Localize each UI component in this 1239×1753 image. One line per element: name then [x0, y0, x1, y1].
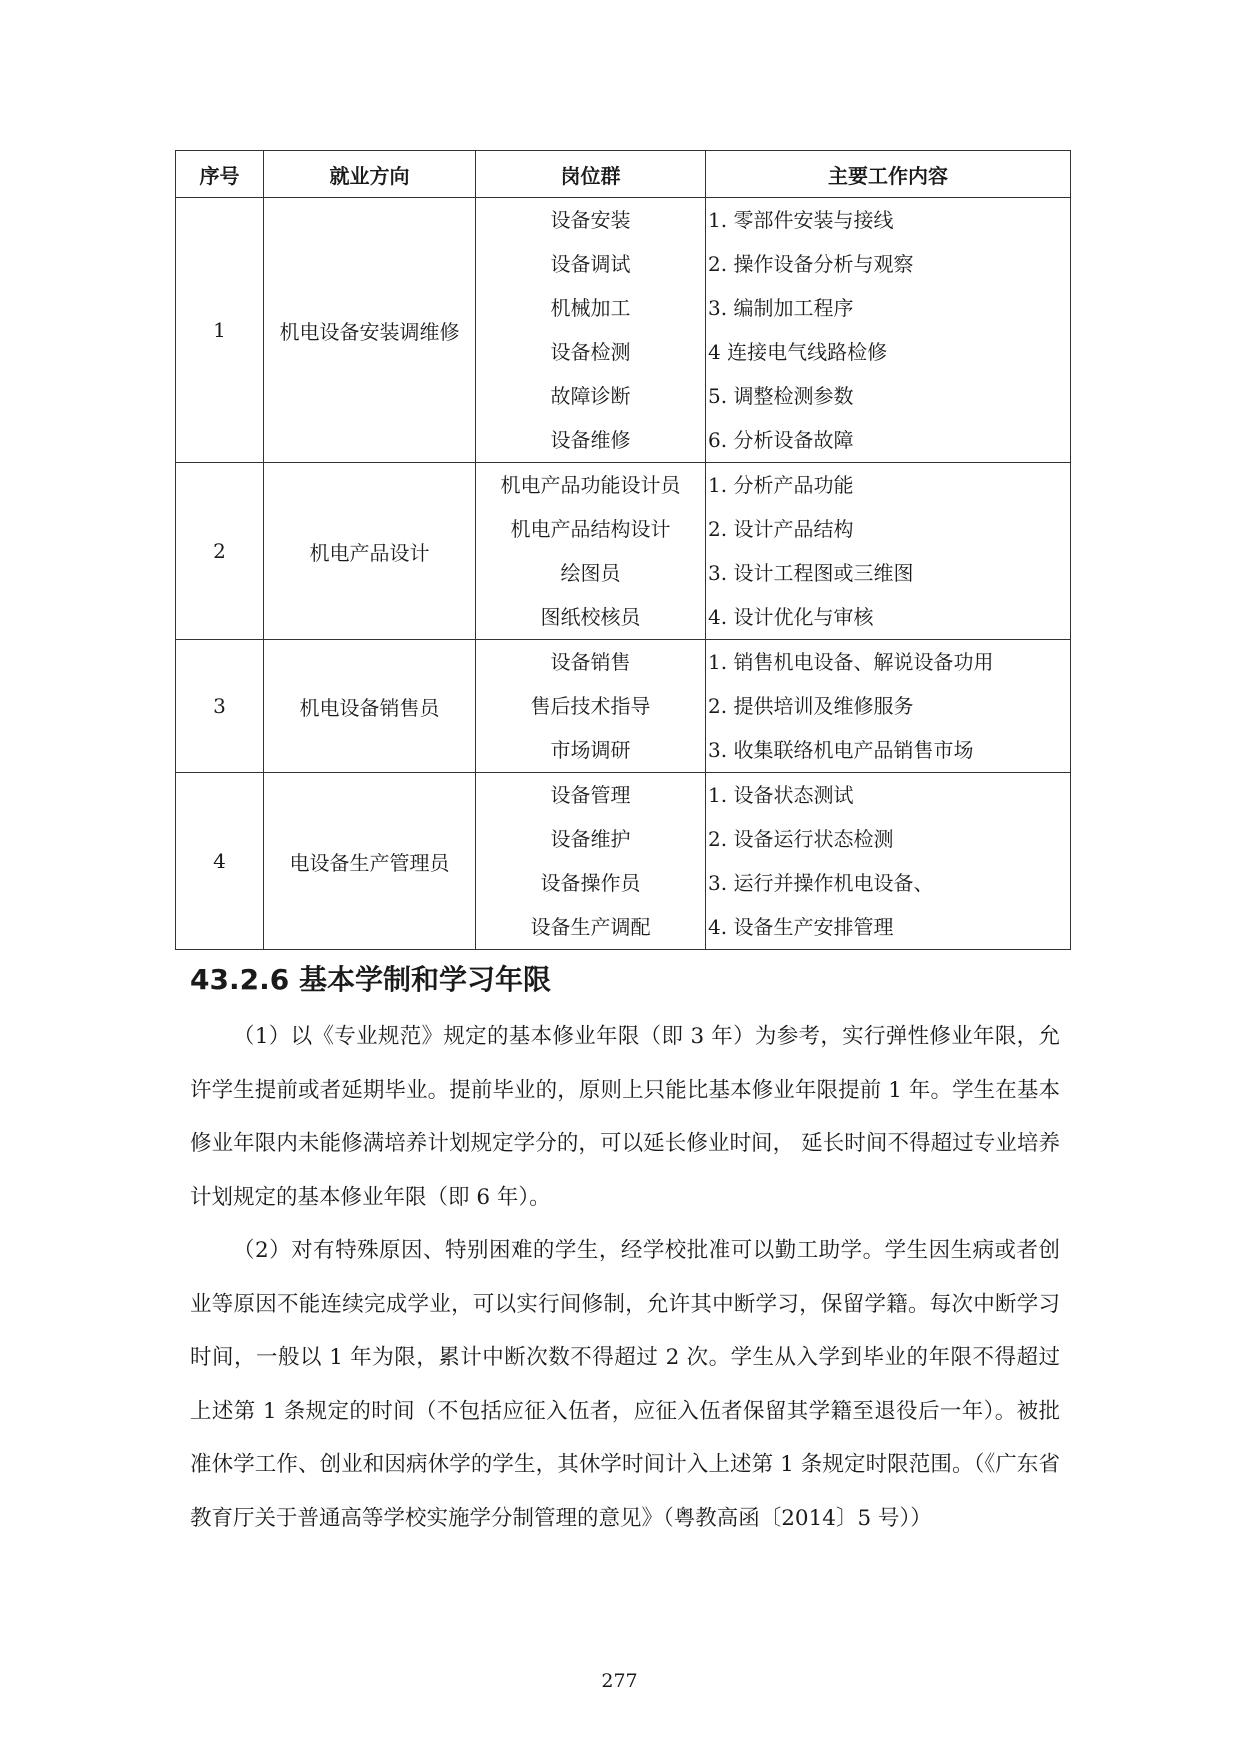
position-group-cell — [476, 463, 706, 640]
position-group-cell — [476, 640, 706, 773]
table-header-row — [176, 151, 1071, 198]
work-content-item: 2. 设备运行状态检测 — [708, 827, 894, 851]
page-number: 277 — [601, 1670, 638, 1692]
table-row — [176, 198, 1071, 463]
table-body — [176, 198, 1071, 950]
section-body — [190, 1010, 1060, 1545]
position-item: 图纸校核员 — [540, 605, 641, 629]
work-content-item: 2. 操作设备分析与观察 — [708, 252, 914, 276]
position-group-cell — [476, 773, 706, 950]
work-content-item: 4. 设备生产安排管理 — [708, 915, 894, 939]
work-content-item: 1. 分析产品功能 — [708, 473, 854, 497]
position-item: 设备维护 — [550, 827, 631, 851]
work-content-cell — [706, 773, 1071, 950]
position-item: 设备管理 — [550, 783, 631, 807]
row-number: 3 — [176, 640, 264, 773]
position-item: 故障诊断 — [550, 384, 631, 408]
employment-direction: 机电设备销售员 — [264, 640, 476, 773]
position-item: 设备操作员 — [540, 871, 641, 895]
header-direction: 就业方向 — [264, 151, 476, 198]
position-item: 机械加工 — [550, 296, 631, 320]
employment-direction: 机电产品设计 — [264, 463, 476, 640]
work-content-item: 1. 销售机电设备、解说设备功用 — [708, 650, 994, 674]
work-content-item: 4. 设计优化与审核 — [708, 605, 874, 629]
work-content-item: 2. 设计产品结构 — [708, 517, 854, 541]
paragraph: （2）对有特殊原因、特别困难的学生，经学校批准可以勤工助学。学生因生病或者创业等原因不能连续完成学业，可以实行间修制，允许其中断学习，保留学籍。每次中断学习时间，一般以 1 年为限，累计中断次数不得超过 2 次。学生从入学到毕业的年限不得超过上述第 1 条规定的时间（不包括应征入伍者，应征入伍者保留其学籍至退役后一年）。被批准休学工作、创业和因病休学的学生，其休学时间计入上述第 1 条规定时限范围。（《广东省教育厅关于普通高等学校实施学分制管理的意见》（粤教高函〔2014〕5 号）） — [190, 1238, 1060, 1531]
table-row — [176, 773, 1071, 950]
work-content-item: 1. 零部件安装与接线 — [708, 208, 894, 232]
position-item: 设备销售 — [550, 650, 631, 674]
work-content-item: 3. 运行并操作机电设备、 — [708, 871, 934, 895]
position-item: 设备检测 — [550, 340, 631, 364]
work-content-item: 1. 设备状态测试 — [708, 783, 854, 807]
work-content-item: 4 连接电气线路检修 — [708, 340, 888, 364]
position-item: 售后技术指导 — [530, 694, 651, 718]
work-content-cell — [706, 640, 1071, 773]
section-title: 43.2.6 基本学制和学习年限 — [190, 963, 551, 996]
position-item: 绘图员 — [560, 561, 621, 585]
employment-direction: 电设备生产管理员 — [264, 773, 476, 950]
header-positions: 岗位群 — [476, 151, 706, 198]
position-group-cell — [476, 198, 706, 463]
work-content-cell — [706, 463, 1071, 640]
position-item: 市场调研 — [550, 738, 631, 762]
row-number: 1 — [176, 198, 264, 463]
position-item: 机电产品功能设计员 — [500, 473, 681, 497]
work-content-cell — [706, 198, 1071, 463]
position-item: 设备安装 — [550, 208, 631, 232]
position-item: 设备生产调配 — [530, 915, 651, 939]
work-content-item: 3. 收集联络机电产品销售市场 — [708, 738, 974, 762]
work-content-item: 3. 设计工程图或三维图 — [708, 561, 914, 585]
position-item: 设备调试 — [550, 252, 631, 276]
table-row — [176, 463, 1071, 640]
row-number: 2 — [176, 463, 264, 640]
position-item: 机电产品结构设计 — [510, 517, 671, 541]
position-item: 设备维修 — [550, 428, 631, 452]
employment-table — [175, 150, 1071, 950]
table-row — [176, 640, 1071, 773]
work-content-item: 3. 编制加工程序 — [708, 296, 854, 320]
header-tasks: 主要工作内容 — [706, 151, 1071, 198]
row-number: 4 — [176, 773, 264, 950]
header-number: 序号 — [176, 151, 264, 198]
paragraph: （1）以《专业规范》规定的基本修业年限（即 3 年）为参考，实行弹性修业年限，允许学生提前或者延期毕业。提前毕业的，原则上只能比基本修业年限提前 1 年。学生在基本修业年限内未能修满培养计划规定学分的，可以延长修业时间， 延长时间不得超过专业培养计划规定的基本修业年限（即 6 年）。 — [190, 1024, 1060, 1210]
work-content-item: 2. 提供培训及维修服务 — [708, 694, 914, 718]
work-content-item: 5. 调整检测参数 — [708, 384, 854, 408]
work-content-item: 6. 分析设备故障 — [708, 428, 854, 452]
employment-direction: 机电设备安装调维修 — [264, 198, 476, 463]
